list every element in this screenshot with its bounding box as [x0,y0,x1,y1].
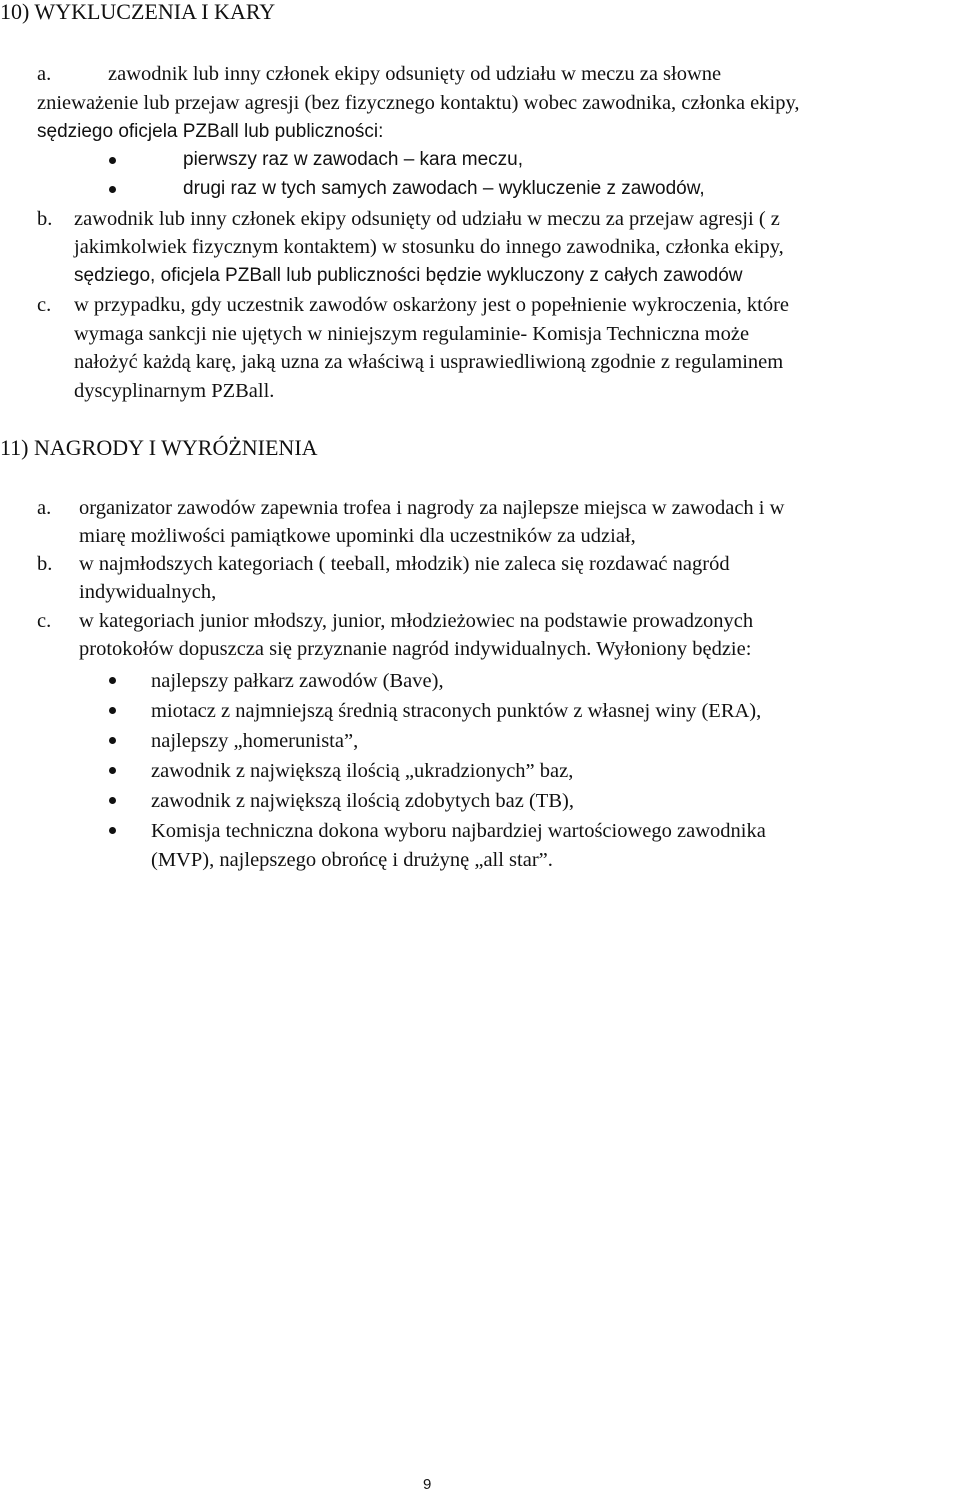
item-11b-line-2: indywidualnych, [79,581,217,603]
item-10c-line-2: wymaga sankcji nie ujętych w niniejszym regulaminie- Komisja Techniczna może [74,323,750,345]
item-11c-bullet-3: najlepszy „homerunista”, [151,730,359,752]
section-10-heading: 10) WYKLUCZENIA I KARY [0,0,276,24]
item-11a-line-2: miarę możliwości pamiątkowe upominki dla uczestników za udział, [79,525,636,547]
bullet-icon [109,677,116,684]
item-marker-10b: b. [37,208,53,230]
bullet-icon [109,157,116,164]
item-10b-line-1: zawodnik lub inny członek ekipy odsunięty od udziału w meczu za przejaw agresji ( z [74,208,780,230]
bullet-icon [109,707,116,714]
item-11c-bullet-2: miotacz z najmniejszą średnią straconych punktów z własnej winy (ERA), [151,700,762,722]
section-11-heading: 11) NAGRODY I WYRÓŻNIENIA [0,435,318,460]
bullet-icon [109,186,116,193]
item-10c-line-3: nałożyć każdą karę, jaką uzna za właściwą i usprawiedliwioną zgodnie z regulaminem [74,351,784,373]
item-10a-line-1: zawodnik lub inny członek ekipy odsunięty od udziału w meczu za słowne [108,63,722,85]
item-marker-11c: c. [37,610,52,632]
page-number: 9 [423,1476,432,1493]
item-11c-bullet-1: najlepszy pałkarz zawodów (Bave), [151,670,444,692]
bullet-icon [109,737,116,744]
item-10b-line-3: sędziego, oficjela PZBall lub publiczności będzie wykluczony z całych zawodów [74,265,743,286]
item-marker-11a: a. [37,497,52,519]
item-10b-line-2: jakimkolwiek fizycznym kontaktem) w stosunku do innego zawodnika, członka ekipy, [74,236,784,258]
item-11c-line-1: w kategoriach junior młodszy, junior, młodzieżowiec na podstawie prowadzonych [79,610,754,632]
bullet-icon [109,767,116,774]
bullet-icon [109,797,116,804]
item-11b-line-1: w najmłodszych kategoriach ( teeball, młodzik) nie zaleca się rozdawać nagród [79,553,730,575]
item-10a-line-3: sędziego oficjela PZBall lub publiczności: [37,121,384,142]
item-11c-line-2: protokołów dopuszcza się przyznanie nagród indywidualnych. Wyłoniony będzie: [79,638,752,660]
item-marker-10a: a. [37,63,52,85]
item-11c-bullet-4: zawodnik z największą ilością „ukradzionych” baz, [151,760,574,782]
bullet-icon [109,827,116,834]
item-10a-bullet-1: pierwszy raz w zawodach – kara meczu, [183,149,524,170]
item-11c-bullet-6: Komisja techniczna dokona wyboru najbardziej wartościowego zawodnika [151,820,766,842]
item-11a-line-1: organizator zawodów zapewnia trofea i nagrody za najlepsze miejsca w zawodach i w [79,497,785,519]
item-marker-11b: b. [37,553,53,575]
item-10c-line-4: dyscyplinarnym PZBall. [74,380,275,402]
item-11c-bullet-5: zawodnik z największą ilością zdobytych baz (TB), [151,790,574,812]
item-11c-bullet-6-cont: (MVP), najlepszego obrońcę i drużynę „all star”. [151,849,553,871]
item-marker-10c: c. [37,294,52,316]
item-10a-line-2: znieważenie lub przejaw agresji (bez fizycznego kontaktu) wobec zawodnika, członka ekipy, [37,92,800,114]
item-10a-bullet-2: drugi raz w tych samych zawodach – wykluczenie z zawodów, [183,178,705,199]
item-10c-line-1: w przypadku, gdy uczestnik zawodów oskarżony jest o popełnienie wykroczenia, które [74,294,789,316]
